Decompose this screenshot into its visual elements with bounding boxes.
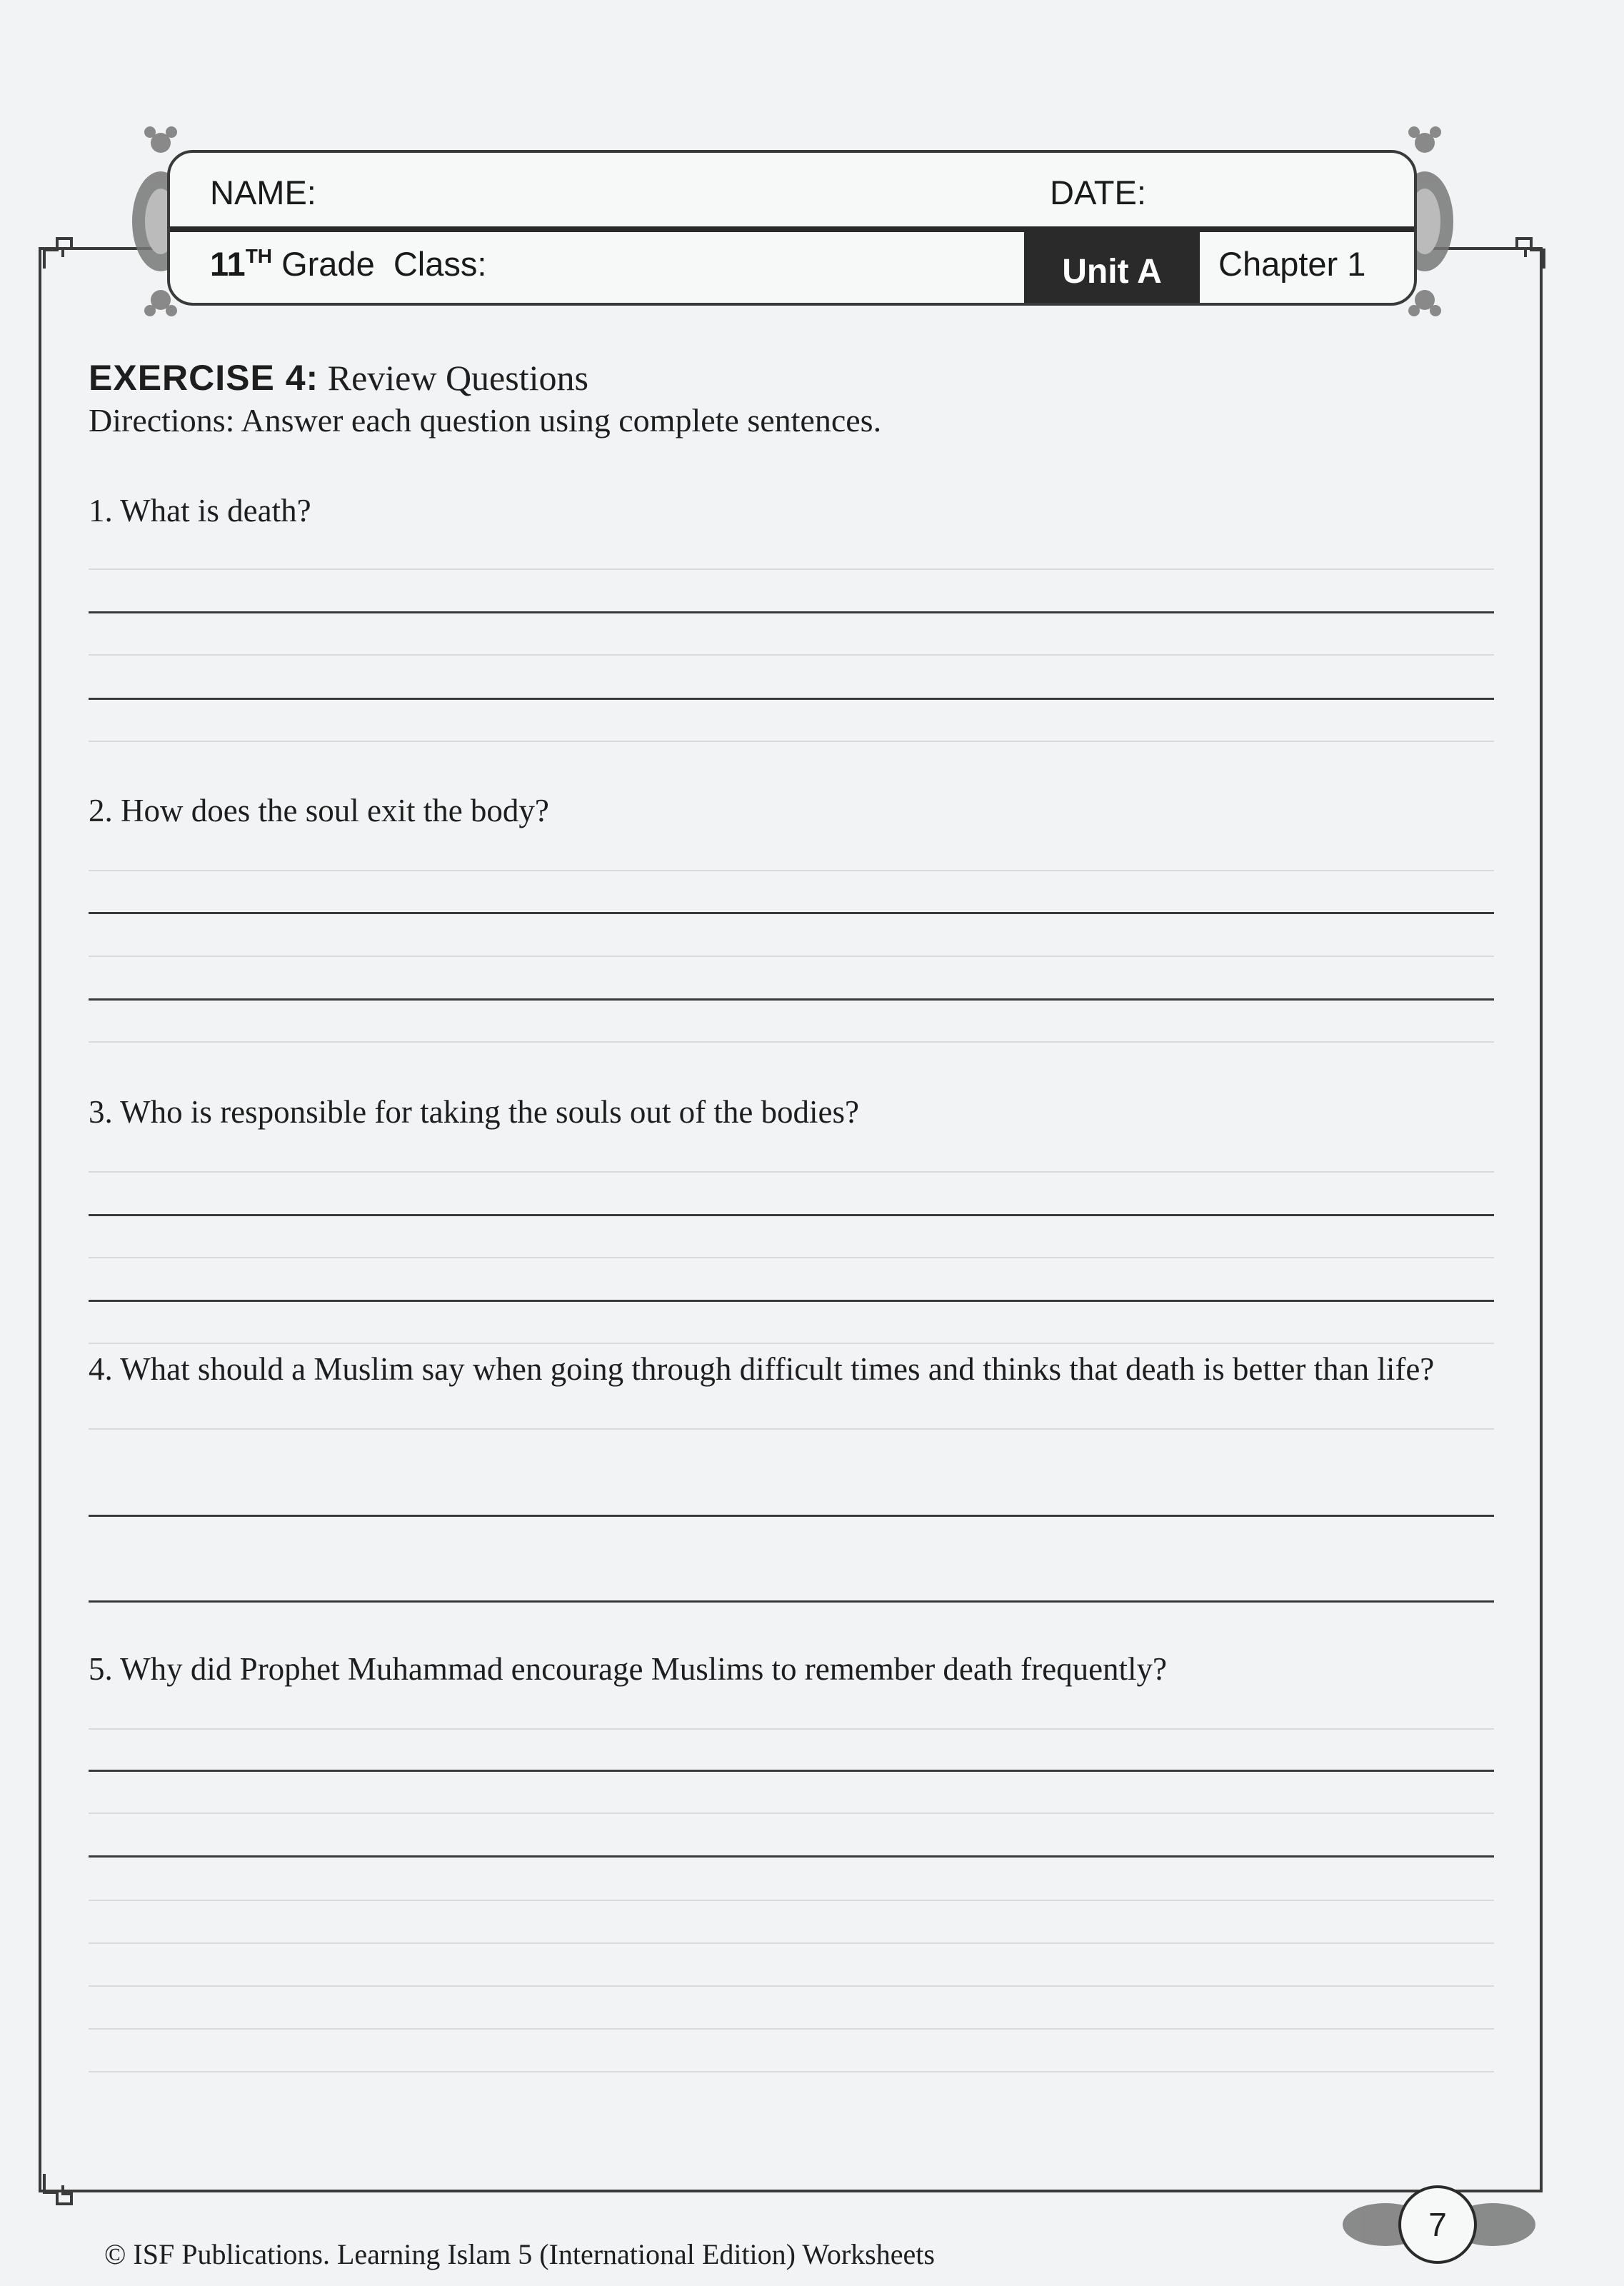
- grade-word: Grade: [281, 245, 375, 283]
- faint-rule: [89, 2071, 1494, 2072]
- faint-rule: [89, 1942, 1494, 1944]
- answer-line-4a[interactable]: [89, 1515, 1494, 1517]
- faint-rule: [89, 568, 1494, 570]
- faint-rule: [89, 1728, 1494, 1730]
- date-label: DATE:: [1050, 174, 1146, 211]
- header-divider: [170, 226, 1414, 232]
- answer-line-5a[interactable]: [89, 1770, 1494, 1772]
- answer-line-1b[interactable]: [89, 698, 1494, 700]
- question-5: 5. Why did Prophet Muhammad encourage Muslims to remember death frequently?: [89, 1651, 1168, 1687]
- answer-line-2b[interactable]: [89, 998, 1494, 1001]
- grade-suffix: TH: [245, 245, 273, 267]
- faint-rule: [89, 1813, 1494, 1814]
- answer-line-4b[interactable]: [89, 1600, 1494, 1603]
- footer-copyright: © ISF Publications. Learning Islam 5 (International Edition) Worksheets: [104, 2238, 935, 2270]
- faint-rule: [89, 1985, 1494, 1987]
- page-number: 7: [1398, 2185, 1477, 2264]
- question-4: 4. What should a Muslim say when going through difficult times and thinks that death is better than life?: [89, 1351, 1435, 1387]
- directions-text: Directions: Answer each question using complete sentences.: [89, 402, 882, 438]
- corner-knot-top-right: [1504, 229, 1547, 271]
- exercise-number: EXERCISE 4:: [89, 358, 319, 398]
- faint-rule: [89, 1428, 1494, 1430]
- faint-rule: [89, 870, 1494, 871]
- unit-badge: Unit A: [1024, 232, 1200, 306]
- question-2: 2. How does the soul exit the body?: [89, 793, 549, 828]
- answer-line-5b[interactable]: [89, 1855, 1494, 1858]
- faint-rule: [89, 956, 1494, 957]
- name-label: NAME:: [210, 174, 316, 211]
- question-1: 1. What is death?: [89, 493, 311, 528]
- exercise-name: Review Questions: [327, 358, 588, 398]
- faint-rule: [89, 1257, 1494, 1258]
- answer-line-2a[interactable]: [89, 912, 1494, 914]
- chapter-label: Chapter 1: [1218, 245, 1366, 283]
- faint-rule: [89, 2028, 1494, 2030]
- faint-rule: [89, 654, 1494, 656]
- grade-number: 11: [210, 245, 246, 283]
- faint-rule: [89, 741, 1494, 742]
- header-box: [167, 150, 1417, 306]
- answer-line-3a[interactable]: [89, 1214, 1494, 1216]
- grade-class-line: [210, 244, 486, 284]
- corner-knot-top-left: [41, 229, 84, 271]
- class-label: Class:: [393, 245, 487, 283]
- exercise-title: [89, 357, 588, 398]
- question-3: 3. Who is responsible for taking the souls out of the bodies?: [89, 1094, 860, 1130]
- faint-rule: [89, 1041, 1494, 1043]
- answer-line-1a[interactable]: [89, 611, 1494, 613]
- faint-rule: [89, 1900, 1494, 1901]
- answer-line-3b[interactable]: [89, 1300, 1494, 1302]
- faint-rule: [89, 1171, 1494, 1173]
- corner-knot-bottom-left: [41, 2171, 84, 2214]
- faint-rule: [89, 1343, 1494, 1344]
